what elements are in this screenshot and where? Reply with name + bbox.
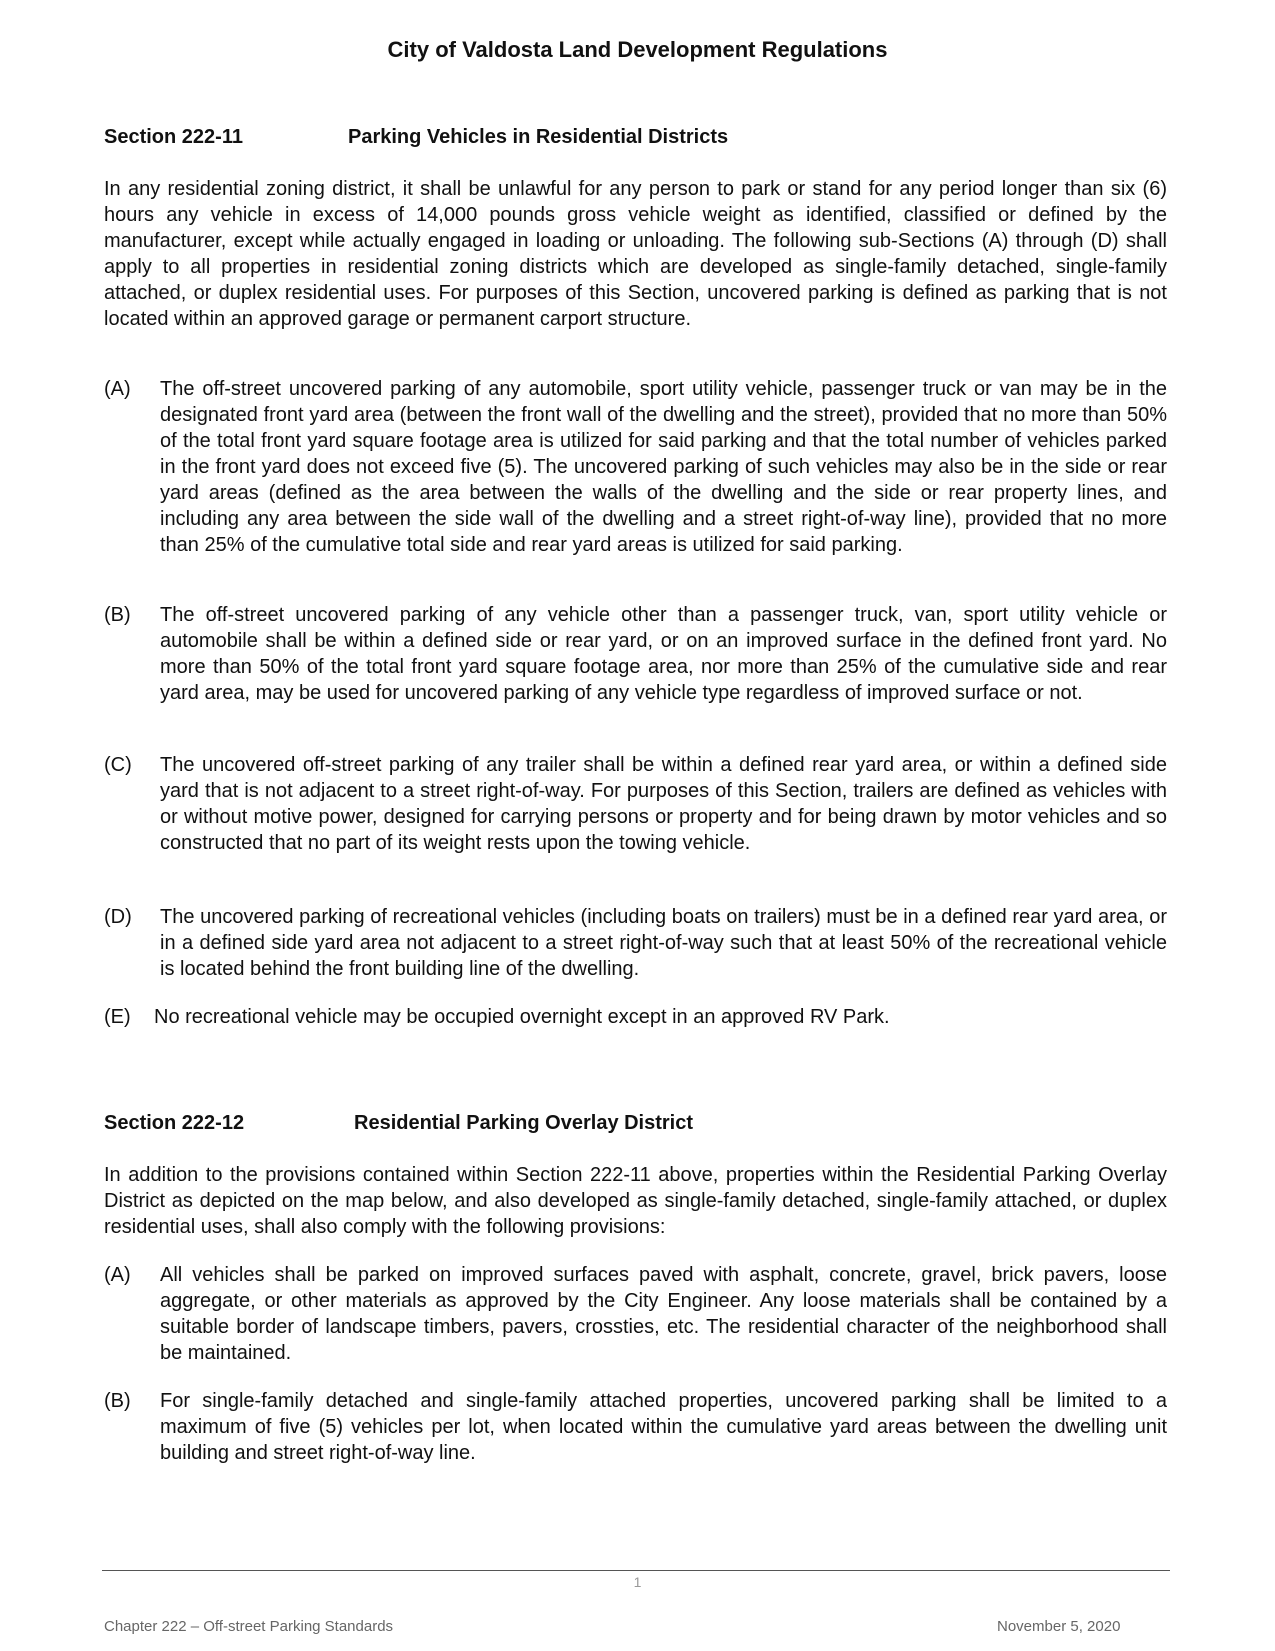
item-text: The off-street uncovered parking of any automobile, sport utility vehicle, passenger truck or van may be in the designated front yard area (between the front wall of the dwelling and the street), provided that no more than 50% of the total front yard square footage area is utilized for said parking and that the total number of vehicles parked in the front yard does not exceed five (5). The uncovered parking of such vehicles may also be in the side or rear yard areas (defined as the area between the walls of the dwelling and the side or rear property lines, and including any area between the side wall of the dwelling and a street right-of-way line), provided that no more than 25% of the cumulative total side and rear yard areas is utilized for said parking. <box>160 378 1167 556</box>
footer-date: November 5, 2020 <box>997 1618 1121 1635</box>
section-intro-paragraph: In addition to the provisions contained within Section 222-11 above, properties within the Residential Parking Overlay District as depicted on the map below, and also developed as single-family detached, single-family attached, or duplex residential uses, shall also comply with the following provisions: <box>104 1164 1167 1238</box>
item-text: All vehicles shall be parked on improved surfaces paved with asphalt, concrete, gravel, brick pavers, loose aggregate, or other materials as approved by the City Engineer. Any loose materials shall be contained by a suitable border of landscape timbers, pavers, crossties, etc. The residential character of the neighborhood shall be maintained. <box>160 1264 1167 1364</box>
item-text: The off-street uncovered parking of any vehicle other than a passenger truck, van, sport utility vehicle or automobile shall be within a defined side or rear yard, or on an improved surface in the defined front yard. No more than 50% of the total front yard square footage area, nor more than 25% of the cumulative side and rear yard area, may be used for uncovered parking of any vehicle type regardless of improved surface or not. <box>160 604 1167 704</box>
item-marker: (B) <box>104 604 131 626</box>
item-marker: (C) <box>104 754 132 776</box>
section-number: Section 222-12 <box>104 1112 245 1134</box>
document-title: City of Valdosta Land Development Regulations <box>387 37 888 62</box>
item-text: The uncovered parking of recreational vehicles (including boats on trailers) must be in a defined rear yard area, or in a defined side yard area not adjacent to a street right-of-way such that at least 50% of the recreational vehicle is located behind the front building line of the dwelling. <box>160 906 1167 980</box>
section-title: Residential Parking Overlay District <box>354 1112 694 1134</box>
item-text: No recreational vehicle may be occupied overnight except in an approved RV Park. <box>154 1006 890 1028</box>
section-title: Parking Vehicles in Residential Districts <box>348 126 729 148</box>
footer-chapter: Chapter 222 – Off-street Parking Standards <box>104 1618 394 1635</box>
item-marker: (A) <box>104 1264 131 1286</box>
item-text: For single-family detached and single-family attached properties, uncovered parking shall be limited to a maximum of five (5) vehicles per lot, when located within the cumulative yard areas between the dwelling unit building and street right-of-way line. <box>160 1390 1167 1464</box>
item-marker: (D) <box>104 906 132 928</box>
item-text: The uncovered off-street parking of any trailer shall be within a defined rear yard area, or within a defined side yard that is not adjacent to a street right-of-way. For purposes of this Section, trailers are defined as vehicles with or without motive power, designed for carrying persons or property and for being drawn by motor vehicles and so constructed that no part of its weight rests upon the towing vehicle. <box>160 754 1167 854</box>
item-marker: (E) <box>104 1006 131 1028</box>
page-number: 1 <box>633 1574 642 1590</box>
item-marker: (B) <box>104 1390 131 1412</box>
footer-divider <box>102 1570 1170 1571</box>
section-number: Section 222-11 <box>104 126 243 148</box>
section-intro-paragraph: In any residential zoning district, it shall be unlawful for any person to park or stand for any period longer than six (6) hours any vehicle in excess of 14,000 pounds gross vehicle weight as identified, classified or defined by the manufacturer, except while actually engaged in loading or unloading. The following sub-Sections (A) through (D) shall apply to all properties in residential zoning districts which are developed as single-family detached, single-family attached, or duplex residential uses. For purposes of this Section, uncovered parking is defined as parking that is not located within an approved garage or permanent carport structure. <box>104 178 1167 330</box>
item-marker: (A) <box>104 378 131 400</box>
